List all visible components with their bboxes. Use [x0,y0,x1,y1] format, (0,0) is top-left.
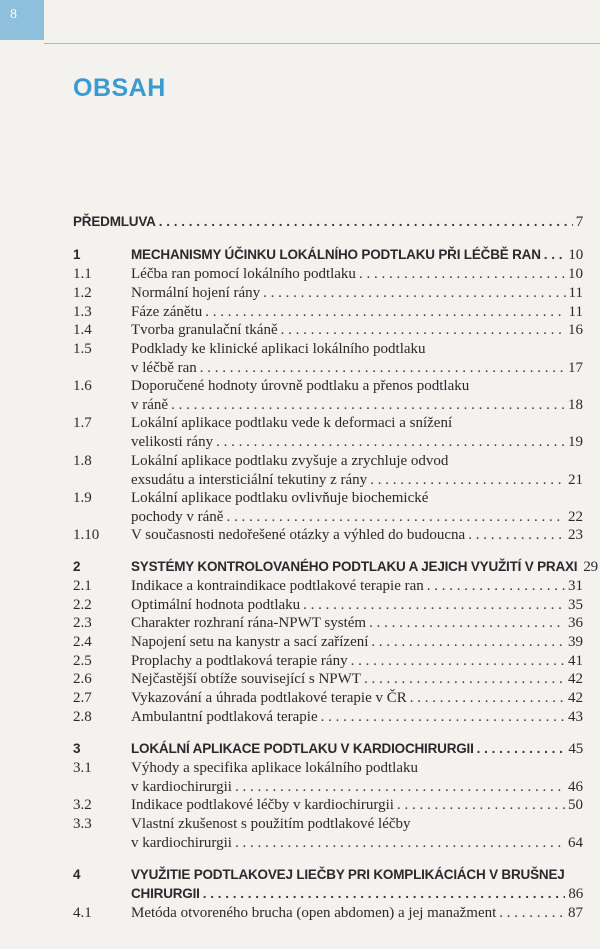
section-number: 1.4 [73,322,92,338]
page-number: 8 [10,7,17,22]
toc-page: 64 [568,835,583,851]
toc-chapter-1[interactable] [73,245,583,265]
section-title: Léčba ran pomocí lokálního podtlaku [131,266,356,282]
chapter-title: VYUŽITIE PODTLAKOVEJ LIEČBY PRI KOMPLIKÁCIÁCH V BRUŠNEJ [131,867,565,882]
toc-chapter-2[interactable] [73,557,598,577]
toc-entry-3-1-cont[interactable] [73,777,583,797]
section-number: 3.1 [73,760,92,776]
page-title: OBSAH [73,74,166,102]
toc-entry-3-2[interactable] [73,795,583,815]
toc-page: 87 [568,905,583,921]
chapter-title: LOKÁLNÍ APLIKACE PODTLAKU V KARDIOCHIRURGII [131,741,474,756]
toc-page: 11 [568,304,583,320]
toc-entry-2-3[interactable] [73,613,583,633]
chapter-title: SYSTÉMY KONTROLOVANÉHO PODTLAKU A JEJICH VYUŽITÍ V PRAXI [131,559,578,574]
toc-page: 23 [568,527,583,543]
toc-page: 18 [568,397,583,413]
page-number-box [0,0,44,40]
section-title: Fáze zánětu [131,304,203,320]
toc-entry-preface[interactable] [73,212,583,232]
toc-page: 50 [568,797,583,813]
toc-page: 7 [575,214,583,230]
toc-entry-2-4[interactable] [73,632,583,652]
section-title: Napojení setu na kanystr a sací zařízení [131,634,369,650]
toc-heading-label: PŘEDMLUVA [73,214,156,229]
toc-page: 17 [568,360,583,376]
section-number: 2.7 [73,690,92,706]
section-number: 2.4 [73,634,92,650]
section-title: Vykazování a úhrada podtlakové terapie v ČR [131,690,407,706]
section-title: Lokální aplikace podtlaku zvyšuje a zrychluje odvod [131,453,449,469]
section-number: 2.2 [73,597,92,613]
section-number: 3.3 [73,816,92,832]
toc-page: 21 [568,472,583,488]
toc-entry-1-6[interactable] [73,376,583,396]
toc-entry-3-3-cont[interactable] [73,833,583,853]
toc-entry-1-1[interactable] [73,264,583,284]
section-title-cont: v kardiochirurgii [131,779,232,795]
toc-page: 43 [568,709,583,725]
section-title: Vlastní zkušenost s použitím podtlakové léčby [131,816,411,832]
section-number: 4.1 [73,905,92,921]
toc-entry-1-9[interactable] [73,488,583,508]
section-number: 2.3 [73,615,92,631]
toc-entry-1-8[interactable] [73,451,583,471]
section-title-cont: pochody v ráně [131,509,224,525]
toc-entry-1-7[interactable] [73,413,583,433]
toc-page: 45 [568,741,583,757]
toc-entry-1-3[interactable] [73,302,583,322]
section-number: 1.8 [73,453,92,469]
toc-page: 22 [568,509,583,525]
toc-entry-1-5[interactable] [73,339,583,359]
toc-page: 31 [568,578,583,594]
toc-entry-2-6[interactable] [73,669,583,689]
toc-page: 29 [583,559,598,575]
section-title: Nejčastější obtíže související s NPWT [131,671,361,687]
toc-entry-3-1[interactable] [73,758,583,778]
toc-entry-2-2[interactable] [73,595,583,615]
section-title-cont: exsudátu a intersticiální tekutiny z rány [131,472,368,488]
toc-page: 42 [568,690,583,706]
chapter-title-cont: CHIRURGII [131,886,200,901]
toc-entry-1-8-cont[interactable] [73,470,583,490]
section-title-cont: v kardiochirurgii [131,835,232,851]
section-title: Podklady ke klinické aplikaci lokálního podtlaku [131,341,426,357]
toc-entry-4-1[interactable] [73,903,583,923]
section-number: 2.8 [73,709,92,725]
toc-entry-2-5[interactable] [73,651,583,671]
section-title: Charakter rozhraní rána-NPWT systém [131,615,367,631]
toc-page: 16 [568,322,583,338]
section-number: 3.2 [73,797,92,813]
toc-entry-1-7-cont[interactable] [73,432,583,452]
section-title: Metóda otvoreného brucha (open abdomen) a jej manažment [131,905,497,921]
section-number: 1.5 [73,341,92,357]
section-number: 1.2 [73,285,92,301]
toc-chapter-4-cont[interactable] [73,884,583,904]
section-title: Normální hojení rány [131,285,261,301]
section-title: Optimální hodnota podtlaku [131,597,301,613]
section-title: V současnosti nedořešené otázky a výhled do budoucna [131,527,466,543]
toc-entry-1-4[interactable] [73,320,583,340]
header-rule [44,43,600,44]
section-title: Lokální aplikace podtlaku vede k deformaci a snížení [131,415,453,431]
chapter-number: 3 [73,741,81,756]
toc-entry-2-1[interactable] [73,576,583,596]
section-title-cont: v léčbě ran [131,360,197,376]
toc-page: 36 [568,615,583,631]
chapter-number: 1 [73,247,81,262]
toc-page: 39 [568,634,583,650]
section-title-cont: velikosti rány [131,434,214,450]
section-number: 1.3 [73,304,92,320]
section-title: Indikace podtlakové léčby v kardiochirurgii [131,797,394,813]
toc-page: 19 [568,434,583,450]
toc-page: 10 [568,266,583,282]
toc-chapter-4[interactable] [73,865,583,885]
section-number: 1.10 [73,527,100,543]
section-title: Tvorba granulační tkáně [131,322,278,338]
section-number: 2.6 [73,671,92,687]
toc-entry-1-6-cont[interactable] [73,395,583,415]
section-number: 1.1 [73,266,92,282]
section-title-cont: v ráně [131,397,169,413]
toc-page: 86 [568,886,583,902]
section-number: 2.5 [73,653,92,669]
toc-page: 46 [568,779,583,795]
section-number: 2.1 [73,578,92,594]
section-number: 1.7 [73,415,92,431]
toc-entry-2-8[interactable] [73,707,583,727]
chapter-title: MECHANISMY ÚČINKU LOKÁLNÍHO PODTLAKU PŘI LÉČBĚ RAN [131,247,541,262]
toc-page: 10 [568,247,583,263]
toc-entry-1-2[interactable] [73,283,583,303]
chapter-number: 2 [73,559,81,574]
toc-entry-3-3[interactable] [73,814,583,834]
toc-page: 35 [568,597,583,613]
section-title: Doporučené hodnoty úrovně podtlaku a přenos podtlaku [131,378,470,394]
toc-entry-2-7[interactable] [73,688,583,708]
section-title: Indikace a kontraindikace podtlakové terapie ran [131,578,424,594]
section-number: 1.9 [73,490,92,506]
toc-page: 42 [568,671,583,687]
toc-page: 41 [568,653,583,669]
chapter-number: 4 [73,867,81,882]
toc-chapter-3[interactable] [73,739,583,759]
toc-page: 11 [568,285,583,301]
toc-entry-1-10[interactable] [73,525,583,545]
toc-entry-1-5-cont[interactable] [73,358,583,378]
toc-entry-1-9-cont[interactable] [73,507,583,527]
section-title: Lokální aplikace podtlaku ovlivňuje biochemické [131,490,429,506]
section-title: Proplachy a podtlaková terapie rány [131,653,348,669]
section-title: Ambulantní podtlaková terapie [131,709,318,725]
section-number: 1.6 [73,378,92,394]
section-title: Výhody a specifika aplikace lokálního podtlaku [131,760,418,776]
